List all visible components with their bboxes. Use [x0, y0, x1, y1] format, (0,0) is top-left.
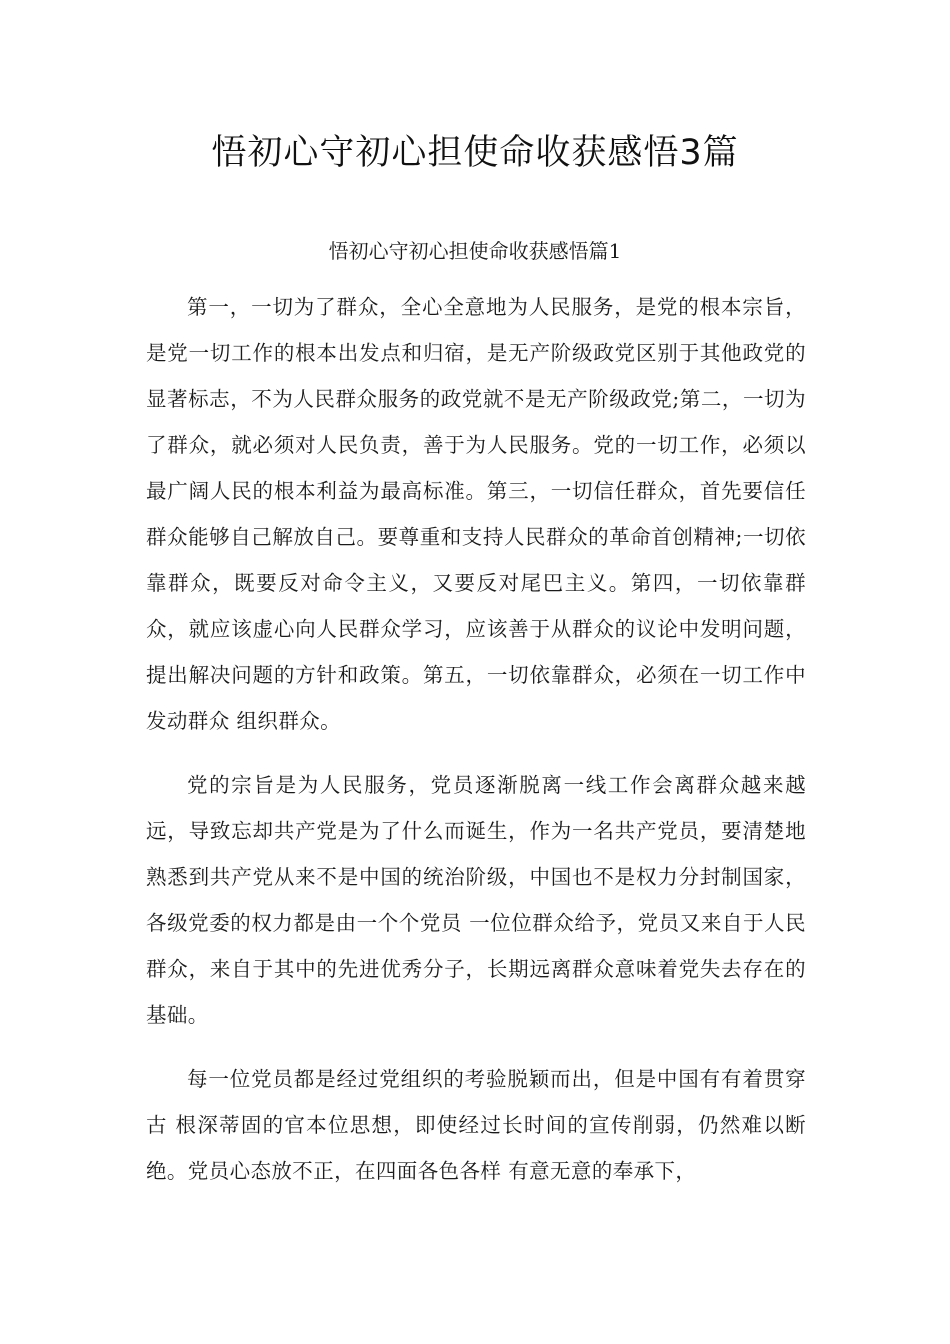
- document-title: 悟初心守初心担使命收获感悟3篇: [211, 133, 739, 173]
- paragraph-3: 每一位党员都是经过党组织的考验脱颖而出，但是中国有有着贯穿古 根深蒂固的官本位思想，即使经过长时间的宣传削弱，仍然难以断绝。党员心态放不正，在四面各色各样 有意无意的奉承下，: [146, 1067, 806, 1183]
- paragraph-2: 党的宗旨是为人民服务，党员逐渐脱离一线工作会离群众越来越远，导致忘却共产党是为了什么而诞生，作为一名共产党员，要清楚地熟悉到共产党从来不是中国的统治阶级，中国也不是权力分封制国家，各级党委的权力都是由一个个党员 一位位群众给予，党员又来自于人民群众，来自于其中的先进优秀分子，长期远离群众意味着党失去存在的基础。: [146, 773, 806, 1027]
- body-text: [146, 284, 806, 1212]
- paragraph-1: 第一，一切为了群众，全心全意地为人民服务，是党的根本宗旨，是党一切工作的根本出发点和归宿，是无产阶级政党区别于其他政党的显著标志，不为人民群众服务的政党就不是无产阶级政党;第二，一切为了群众，就必须对人民负责，善于为人民服务。党的一切工作，必须以最广阔人民的根本利益为最高标准。第三，一切信任群众，首先要信任群众能够自己解放自己。要尊重和支持人民群众的革命首创精神;一切依靠群众，既要反对命令主义，又要反对尾巴主义。第四，一切依靠群众，就应该虚心向人民群众学习，应该善于从群众的议论中发明问题，提出解决问题的方针和政策。第五，一切依靠群众，必须在一切工作中发动群众 组织群众。: [146, 295, 806, 733]
- section-title: 悟初心守初心担使命收获感悟篇1: [328, 239, 622, 263]
